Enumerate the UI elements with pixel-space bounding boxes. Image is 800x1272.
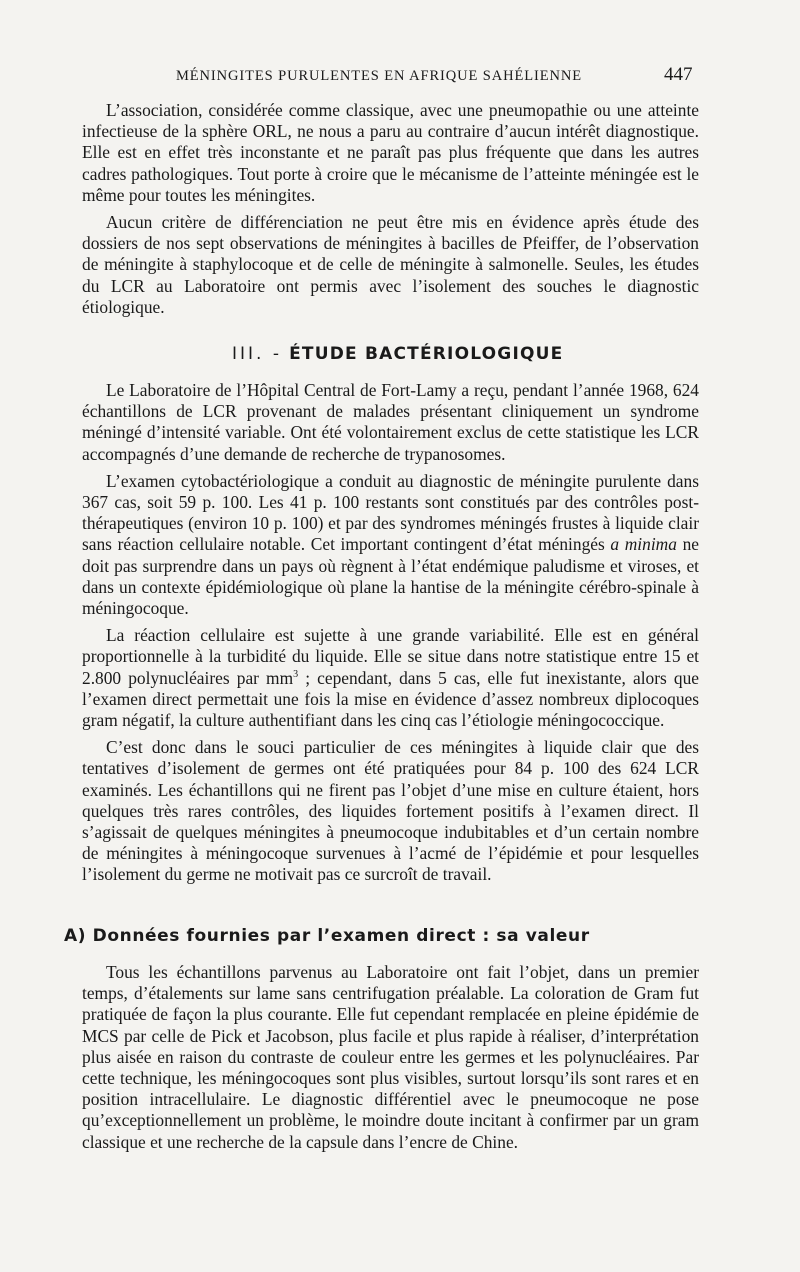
running-head: [0, 66, 800, 90]
text-run: ; cependant, dans 5 cas, elle fut inexistante, alors que l’examen direct permettait une fois la mise en évidence d’assez nombreux diplocoques gram négatif, la culture authentifiant dans les cinq cas l’étiologie méningococcique.: [82, 667, 699, 731]
text-run: La réaction cellulaire est sujette à une grande variabilité. Elle est en général proportionnelle à la turbidité du liquide. Elle se situe dans notre statistique entre 15 et 2.800 polynucléaires par mm: [82, 625, 699, 688]
section-number: III. -: [232, 344, 282, 364]
paragraph: Tous les échantillons parvenus au Laboratoire ont fait l’objet, dans un premier temps, d’étalements sur lame sans centrifugation préalable. La coloration de Gram fut pratiquée de façon la plus courante. Elle fut cependant remplacée en pleine épidémie de MCS par celle de Pick et Jacobson, plus facile et plus rapide à réaliser, d’interprétation plus aisée en raison du contraste de couleur entre les germes et les polynucléaires. Par cette technique, les méningocoques sont plus visibles, surtout lorsqu’ils sont rares et en position intracellulaire. Le diagnostic différentiel avec le pneumocoque ne pose qu’exceptionnellement un problème, le moindre doute incitant à confirmer par un gram classique et une recherche de la capsule dans l’encre de Chine.: [82, 962, 699, 1152]
page-number: 447: [664, 64, 693, 85]
paragraph: L’association, considérée comme classique, avec une pneumopathie ou une atteinte infectieuse de la sphère ORL, ne nous a paru au contraire d’aucun intérêt diagnostique. Elle est en effet très inconstante et ne paraît pas plus fréquente que dans les autres cadres pathologiques. Tout porte à croire que le mécanisme de l’atteinte méningée est le même pour toutes les méningites.: [82, 100, 699, 205]
section-heading: [232, 344, 563, 364]
paragraph: Le Laboratoire de l’Hôpital Central de Fort-Lamy a reçu, pendant l’année 1968, 624 échantillons de LCR provenant de malades présentant cliniquement un syndrome méningé d’intensité variable. Ont été volontairement exclus de cette statistique les LCR accompagnés d’une demande de recherche de trypanosomes.: [82, 380, 699, 464]
text-run: L’examen cytobactériologique a conduit au diagnostic de méningite purulente dans 367 cas, soit 59 p. 100. Les 41 p. 100 restants sont constitués par des contrôles post-thérapeutiques (environ 10 p. 100) et par des syndromes méningés frustes à liquide clair sans réaction cellulaire notable. Cet important contingent d’état méningés: [82, 470, 699, 555]
subsection-heading: A) Données fournies par l’examen direct : sa valeur: [64, 926, 590, 946]
text-run: ne doit pas surprendre dans un pays où règnent à l’état endémique paludisme et viroses, et dans un contexte épidémiologique où plane la hantise de la méningite cérébro-spinale à méningocoque.: [82, 534, 699, 619]
paragraph: C’est donc dans le souci particulier de ces méningites à liquide clair que des tentatives d’isolement de germes ont été pratiquées pour 84 p. 100 des 624 LCR examinés. Les échantillons qui ne firent pas l’objet d’une mise en culture étaient, hors quelques très rares contrôles, des liquides fortement positifs à l’examen direct. Il s’agissait de quelques méningites à pneumocoque indubitables et d’un certain nombre de méningites à méningocoque survenues à l’acmé de l’épidémie et pour lesquelles l’isolement du germe ne motivait pas ce surcroît de travail.: [82, 737, 699, 885]
paragraph: [82, 471, 699, 619]
subsection-text: [82, 962, 699, 1159]
superscript: 3: [293, 668, 299, 680]
paragraph: Aucun critère de différenciation ne peut être mis en évidence après étude des dossiers de nos sept observations de méningites à bacilles de Pfeiffer, de l’observation de méningite à staphylocoque et de celle de méningite à salmonelle. Seules, les études du LCR au Laboratoire ont permis avec l’isolement des souches le diagnostic étiologique.: [82, 212, 699, 317]
running-head-title: MÉNINGITES PURULENTES EN AFRIQUE SAHÉLIENNE: [176, 68, 583, 84]
paragraph: [82, 625, 699, 731]
section-text: [82, 380, 699, 892]
intro-text: [82, 100, 699, 324]
section-title: ÉTUDE BACTÉRIOLOGIQUE: [289, 344, 564, 364]
italic-term: a minima: [610, 534, 677, 555]
